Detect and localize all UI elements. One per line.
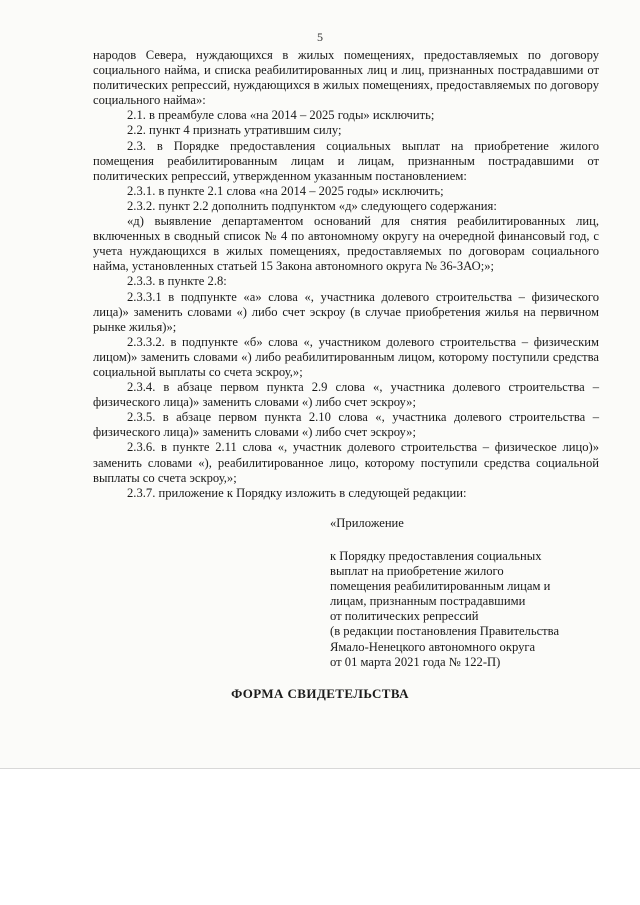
appendix-line: от политических репрессий [330, 609, 479, 624]
paragraph-2-3-5: 2.3.5. в абзаце первом пункта 2.10 слова «, участника долевого строительства – физического лица)» заменить словами «) либо счет эскроу»; [93, 410, 599, 440]
paragraph-2-3-4: 2.3.4. в абзаце первом пункта 2.9 слова «, участника долевого строительства – физического лица)» заменить словами «) либо счет эскроу»; [93, 380, 599, 410]
appendix-line: к Порядку предоставления социальных [330, 549, 542, 563]
paragraph-2-3-3-1: 2.3.3.1 в подпункте «а» слова «, участника долевого строительства – физического лица)» заменить словами «) либо счет эскроу (в случае приобретения жилья на первичном рынке жилья)»; [93, 289, 599, 334]
form-title: ФОРМА СВИДЕТЕЛЬСТВА [231, 686, 409, 701]
paragraph-intro: народов Севера, нуждающихся в жилых помещениях, предоставляемых по договору социального найма, и списка реабилитированных лиц и лиц, признанных пострадавшими от политических репрессий, нуждающихся в жилых помещениях, предоставляемых по договору социального найма»: [93, 48, 599, 108]
appendix-line: (в редакции постановления Правительства [330, 624, 560, 639]
paragraph-2-3-3: 2.3.3. в пункте 2.8: [127, 274, 227, 289]
appendix-line: от 01 марта 2021 года № 122-П) [330, 654, 501, 669]
appendix-line: Ямало-Ненецкого автономного округа [330, 639, 536, 654]
paragraph-subitem-d: «д) выявление департаментом оснований для снятия реабилитированных лиц, включенных в сводный список № 4 по автономному округу на очередной финансовый год, с учета нуждающихся в жилых помещениях, предоставляемых по договорам социального найма, установленных статьей 15 Закона автономного округа № 36-ЗАО;»; [93, 214, 599, 274]
paragraph-2-3-3-2: 2.3.3.2. в подпункте «б» слова «, участником долевого строительства – физическим лицом)» заменить словами «) либо реабилитированным лицом, которому поступили средства социальной выплаты со счета эскроу,»; [93, 334, 599, 379]
appendix-line: выплат на приобретение жилого [330, 564, 504, 579]
document-body [93, 48, 599, 501]
paragraph-2-2: 2.2. пункт 4 признать утратившим силу; [127, 123, 342, 138]
appendix-line: лицам, признанным пострадавшими [330, 594, 526, 609]
page-number: 5 [317, 30, 323, 44]
appendix-title: «Приложение [330, 516, 404, 530]
paragraph-2-3: 2.3. в Порядке предоставления социальных выплат на приобретение жилого помещения реабилитированным лицам и лицам, признанным пострадавшими от политических репрессий, утвержденном указанным постановлением: [93, 138, 599, 183]
paragraph-2-3-1: 2.3.1. в пункте 2.1 слова «на 2014 – 2025 годы» исключить; [127, 183, 444, 198]
appendix-line: помещения реабилитированным лицам и [330, 579, 551, 594]
paragraph-2-3-2: 2.3.2. пункт 2.2 дополнить подпунктом «д» следующего содержания: [127, 198, 497, 213]
paragraph-2-3-6: 2.3.6. в пункте 2.11 слова «, участник долевого строительства – физическое лицо)» заменить словами «), реабилитированное лицо, которому поступили средства социальной выплаты со счета эскроу,»; [93, 440, 599, 485]
appendix-header [330, 549, 610, 670]
paragraph-2-3-7: 2.3.7. приложение к Порядку изложить в следующей редакции: [127, 485, 467, 500]
paragraph-2-1: 2.1. в преамбуле слова «на 2014 – 2025 годы» исключить; [127, 108, 435, 123]
